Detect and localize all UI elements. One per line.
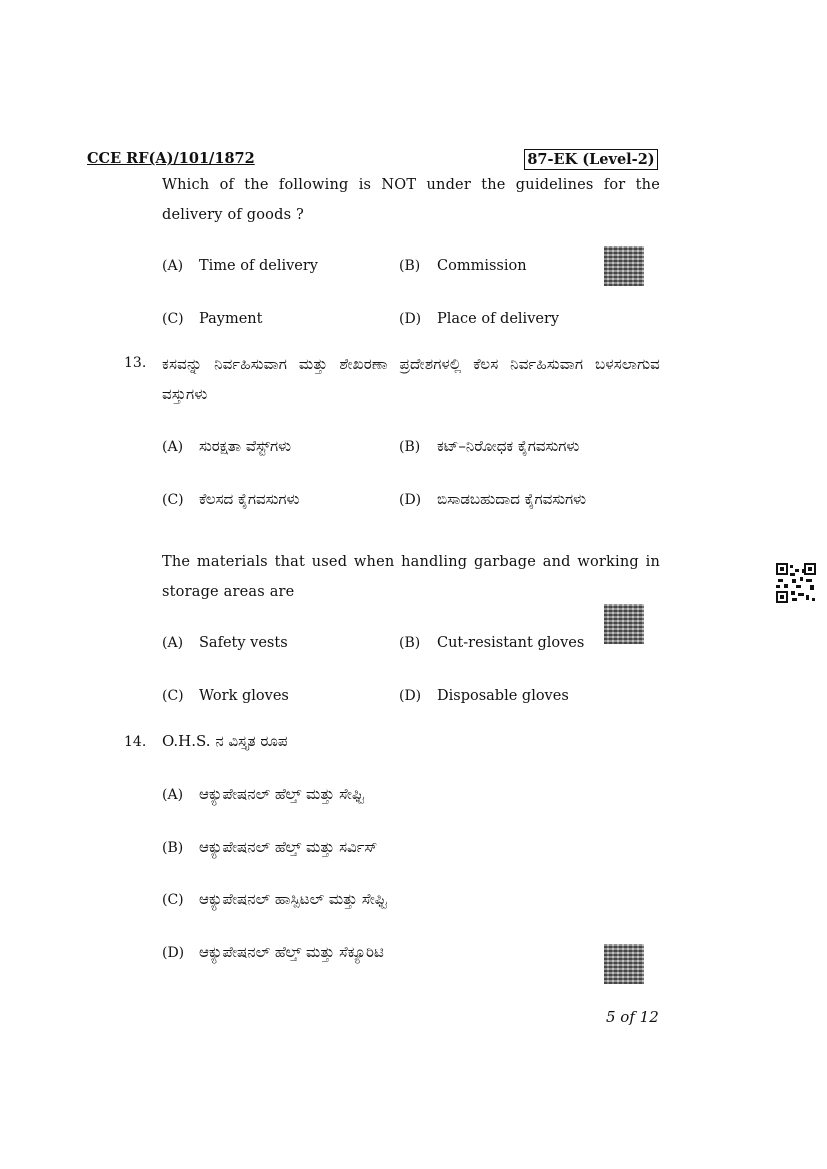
q13-en-option-b: Cut-resistant gloves [437,635,585,651]
q12-option-b-label: (B) [399,258,421,274]
q13-kn-option-d-label: (D) [399,492,422,508]
q13-en-option-b-label: (B) [399,635,421,651]
q14-option-a: ಆಕ್ಯುಪೇಷನಲ್ ಹೆಲ್ತ್ ಮತ್ತು ಸೇಫ್ಟಿ [199,785,363,803]
q13-en-option-a: Safety vests [199,635,288,651]
q14-option-d-label: (D) [162,945,185,961]
q13-kn-option-b-label: (B) [399,439,421,455]
qr-code-icon [604,944,644,984]
paper-level-box: 87-EK (Level-2) [524,149,658,170]
q12-question-text: Which of the following is NOT under the guidelines for the delivery of goods ? [162,177,660,223]
paper-code: CCE RF(A)/101/1872 [87,150,255,167]
q13-en-option-c: Work gloves [199,688,289,704]
q14-option-b-label: (B) [162,840,184,856]
qr-code-icon [604,604,644,644]
q14-option-d: ಆಕ್ಯುಪೇಷನಲ್ ಹೆಲ್ತ್ ಮತ್ತು ಸೆಕ್ಯೂರಿಟಿ [199,943,384,961]
q13-en-option-a-label: (A) [162,635,184,651]
q13-number: 13. [124,355,147,371]
q13-kn-option-d: ಬಿಸಾಡಬಹುದಾದ ಕೈಗವಸುಗಳು [437,490,587,508]
q14-question-text: O.H.S. ನ ವಿಸ್ತೃತ ರೂಪ [162,732,288,750]
q13-question-text-en: The materials that used when handling garbage and working in storage areas are [162,554,660,600]
q13-kn-option-c-label: (C) [162,492,184,508]
q13-en-option-d: Disposable gloves [437,688,569,704]
side-qr-code-icon [776,563,816,603]
page-number: 5 of 12 [606,1008,659,1026]
q13-en-option-c-label: (C) [162,688,184,704]
q14-option-c: ಆಕ್ಯುಪೇಷನಲ್ ಹಾಸ್ಪಿಟಲ್ ಮತ್ತು ಸೇಫ್ಟಿ [199,890,386,908]
q12-option-a: Time of delivery [199,258,318,274]
q14-option-b: ಆಕ್ಯುಪೇಷನಲ್ ಹೆಲ್ತ್ ಮತ್ತು ಸರ್ವಿಸ್ [199,838,378,856]
q12-option-d: Place of delivery [437,311,560,327]
q13-question-text-kn: ಕಸವನ್ನು ನಿರ್ವಹಿಸುವಾಗ ಮತ್ತು ಶೇಖರಣಾ ಪ್ರದೇಶಗಳಲ್ಲಿ ಕೆಲಸ ನಿರ್ವಹಿಸುವಾಗ ಬಳಸಲಾಗುವ ವಸ್ತುಗಳು [162,355,660,403]
q13-kn-option-c: ಕೆಲಸದ ಕೈಗವಸುಗಳು [199,490,300,508]
q14-number: 14. [124,734,147,750]
q12-option-d-label: (D) [399,311,422,327]
q13-en-option-d-label: (D) [399,688,422,704]
q13-kn-option-b: ಕಟ್–ನಿರೋಧಕ ಕೈಗವಸುಗಳು [437,437,580,455]
q12-option-c: Payment [199,311,263,327]
q13-kn-option-a: ಸುರಕ್ಷತಾ ವೆಸ್ಟ್‌ಗಳು [199,437,291,455]
q12-option-b: Commission [437,258,527,274]
q14-option-c-label: (C) [162,892,184,908]
qr-code-icon [604,246,644,286]
q12-option-c-label: (C) [162,311,184,327]
q13-kn-option-a-label: (A) [162,439,184,455]
q14-option-a-label: (A) [162,787,184,803]
q12-option-a-label: (A) [162,258,184,274]
